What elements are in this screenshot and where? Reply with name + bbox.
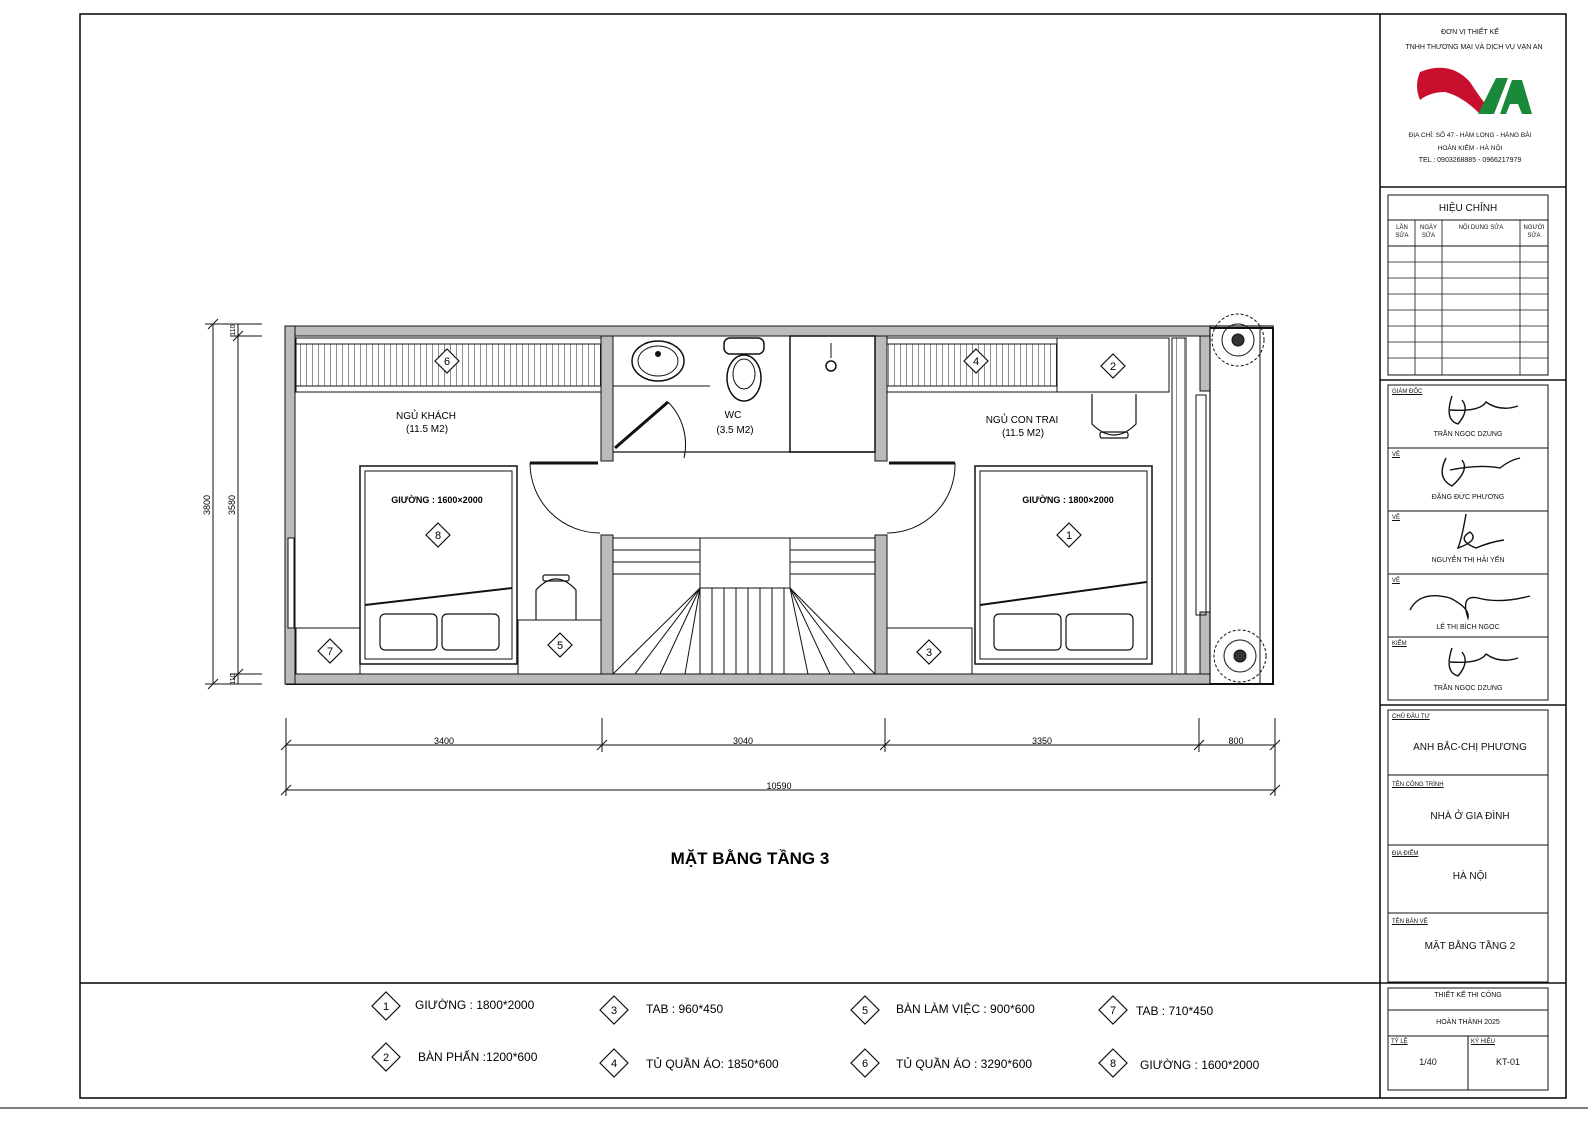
- svg-text:7: 7: [326, 646, 334, 658]
- dim-800: 800: [1228, 736, 1244, 746]
- signer-name-5: TRẦN NGỌC DZUNG: [1433, 685, 1503, 692]
- project-label: TÊN CÔNG TRÌNH: [1392, 782, 1444, 788]
- svg-text:TAB : 710*450: TAB : 710*450: [1136, 1004, 1214, 1018]
- revision-col-4: NGƯỜI SỬA: [1523, 225, 1545, 239]
- marker-7: [318, 639, 342, 663]
- svg-text:2: 2: [382, 1052, 390, 1064]
- room-wc-area: (3.5 M2): [716, 425, 754, 436]
- dim-left-bottom: 110: [230, 673, 237, 685]
- signer-name-3: NGUYỄN THỊ HẢI YẾN: [1431, 557, 1505, 564]
- signature: [1410, 596, 1530, 618]
- company-phone: TEL : 0903268885 - 0966217979: [1418, 157, 1522, 164]
- company-logo: [1417, 68, 1532, 114]
- legend-item-4: [600, 1049, 779, 1077]
- svg-text:TỦ QUẦN ÁO: 1850*600: TỦ QUẦN ÁO: 1850*600: [646, 1057, 779, 1071]
- dim-3040: 3040: [732, 736, 754, 746]
- bed-label-left: GIƯỜNG : 1600×2000: [391, 495, 483, 505]
- signature: [1449, 396, 1518, 424]
- marker-5: [548, 633, 572, 657]
- marker-2: [1101, 354, 1125, 378]
- svg-text:BÀN PHẤN :1200*600: BÀN PHẤN :1200*600: [418, 1050, 538, 1064]
- plan-title: MẶT BẰNG TẦNG 3: [670, 849, 830, 868]
- revision-col-2: NGÀY SỬA: [1419, 225, 1437, 239]
- legend-item-5: [851, 996, 1035, 1024]
- drawing-label: TÊN BẢN VẼ: [1392, 919, 1428, 925]
- revision-col-3: NỘI DUNG SỬA: [1458, 225, 1504, 231]
- signer-name-4: LÊ THỊ BÍCH NGỌC: [1436, 624, 1500, 631]
- room-son-area: (11.5 M2): [1001, 428, 1045, 439]
- company-name: TNHH THƯƠNG MẠI VÀ DỊCH VỤ VẠN AN: [1405, 44, 1543, 51]
- svg-text:2: 2: [1109, 361, 1117, 373]
- signer-name-2: ĐẶNG ĐỨC PHƯƠNG: [1431, 494, 1505, 501]
- stage-value: THIẾT KẾ THI CÔNG: [1434, 992, 1502, 999]
- dim-left-top: 110: [230, 324, 237, 336]
- svg-text:1: 1: [382, 1001, 390, 1013]
- signer-role-5: KIỂM: [1392, 641, 1407, 647]
- scale-label: TỶ LỆ: [1391, 1039, 1408, 1045]
- dim-left-inner: 3580: [227, 494, 237, 516]
- marker-3: [917, 640, 941, 664]
- signer-name-1: TRẦN NGỌC DZUNG: [1433, 431, 1503, 438]
- svg-text:3: 3: [610, 1005, 618, 1017]
- location-value: HÀ NỘI: [1452, 871, 1488, 882]
- svg-text:8: 8: [1109, 1058, 1117, 1070]
- room-guest-area: (11.5 M2): [405, 424, 449, 435]
- code-value: KT-01: [1495, 1057, 1520, 1067]
- dim-left-outer: 3800: [202, 494, 212, 516]
- designer-label: ĐƠN VỊ THIẾT KẾ: [1441, 29, 1499, 36]
- svg-text:TAB : 960*450: TAB : 960*450: [646, 1002, 724, 1016]
- dim-total: 10590: [766, 781, 792, 791]
- svg-text:8: 8: [434, 530, 442, 542]
- legend-item-6: [851, 1049, 1032, 1077]
- bed-label-right: GIƯỜNG : 1800×2000: [1022, 495, 1114, 505]
- svg-text:6: 6: [443, 356, 451, 368]
- signer-role-1: GIÁM ĐỐC: [1392, 389, 1423, 395]
- company-address-1: ĐỊA CHỈ: SỐ 47 - HÀM LONG - HÀNG BÀI: [1408, 132, 1532, 139]
- completion-value: HOÀN THÀNH 2025: [1436, 1019, 1500, 1026]
- signature: [1458, 514, 1504, 548]
- signer-role-4: VẼ: [1392, 578, 1401, 584]
- dim-3400: 3400: [433, 736, 455, 746]
- svg-text:1: 1: [1065, 530, 1073, 542]
- title-block: [1380, 187, 1566, 1090]
- plant-icon: [1212, 314, 1264, 366]
- dim-3350: 3350: [1031, 736, 1053, 746]
- svg-text:3: 3: [925, 647, 933, 659]
- floor-plan: [285, 314, 1273, 684]
- scale-value: 1/40: [1419, 1057, 1437, 1067]
- svg-text:TỦ QUẦN ÁO : 3290*600: TỦ QUẦN ÁO : 3290*600: [896, 1057, 1033, 1071]
- revision-col-1: LẦN SỬA: [1395, 225, 1409, 239]
- legend: [372, 992, 1260, 1077]
- legend-item-2: [372, 1043, 538, 1071]
- project-value: NHÀ Ở GIA ĐÌNH: [1430, 811, 1510, 822]
- svg-text:GIƯỜNG : 1800*2000: GIƯỜNG : 1800*2000: [415, 998, 535, 1012]
- signer-role-3: VẼ: [1392, 515, 1401, 521]
- location-label: ĐỊA ĐIỂM: [1392, 851, 1419, 857]
- owner-value: ANH BẮC-CHỊ PHƯƠNG: [1413, 742, 1527, 753]
- signer-role-2: VẼ: [1392, 452, 1401, 458]
- svg-text:GIƯỜNG : 1600*2000: GIƯỜNG : 1600*2000: [1140, 1058, 1260, 1072]
- svg-text:BÀN LÀM VIỆC : 900*600: BÀN LÀM VIỆC : 900*600: [896, 1002, 1035, 1016]
- svg-text:5: 5: [861, 1005, 869, 1017]
- legend-item-7: [1099, 996, 1213, 1024]
- company-address-2: HOÀN KIẾM - HÀ NỘI: [1437, 145, 1503, 152]
- room-son-name: NGỦ CON TRAI: [985, 415, 1059, 426]
- signature: [1442, 458, 1520, 486]
- svg-text:7: 7: [1109, 1005, 1117, 1017]
- room-guest-name: NGỦ KHÁCH: [395, 411, 457, 422]
- code-label: KÝ HIỆU: [1471, 1039, 1496, 1045]
- drawing-value: MẶT BẰNG TẦNG 2: [1424, 941, 1516, 952]
- svg-text:4: 4: [972, 356, 980, 368]
- signature: [1449, 648, 1518, 676]
- owner-label: CHỦ ĐẦU TƯ: [1392, 714, 1430, 720]
- room-wc-name: WC: [724, 410, 742, 421]
- svg-text:5: 5: [556, 640, 564, 652]
- legend-item-1: [372, 992, 535, 1020]
- revision-title: HIỆU CHỈNH: [1438, 203, 1498, 214]
- svg-text:6: 6: [861, 1058, 869, 1070]
- plant-icon: [1214, 630, 1266, 682]
- marker-8: [426, 523, 450, 547]
- marker-1: [1057, 523, 1081, 547]
- legend-item-3: [600, 996, 723, 1024]
- svg-text:4: 4: [610, 1058, 618, 1070]
- legend-item-8: [1099, 1049, 1260, 1077]
